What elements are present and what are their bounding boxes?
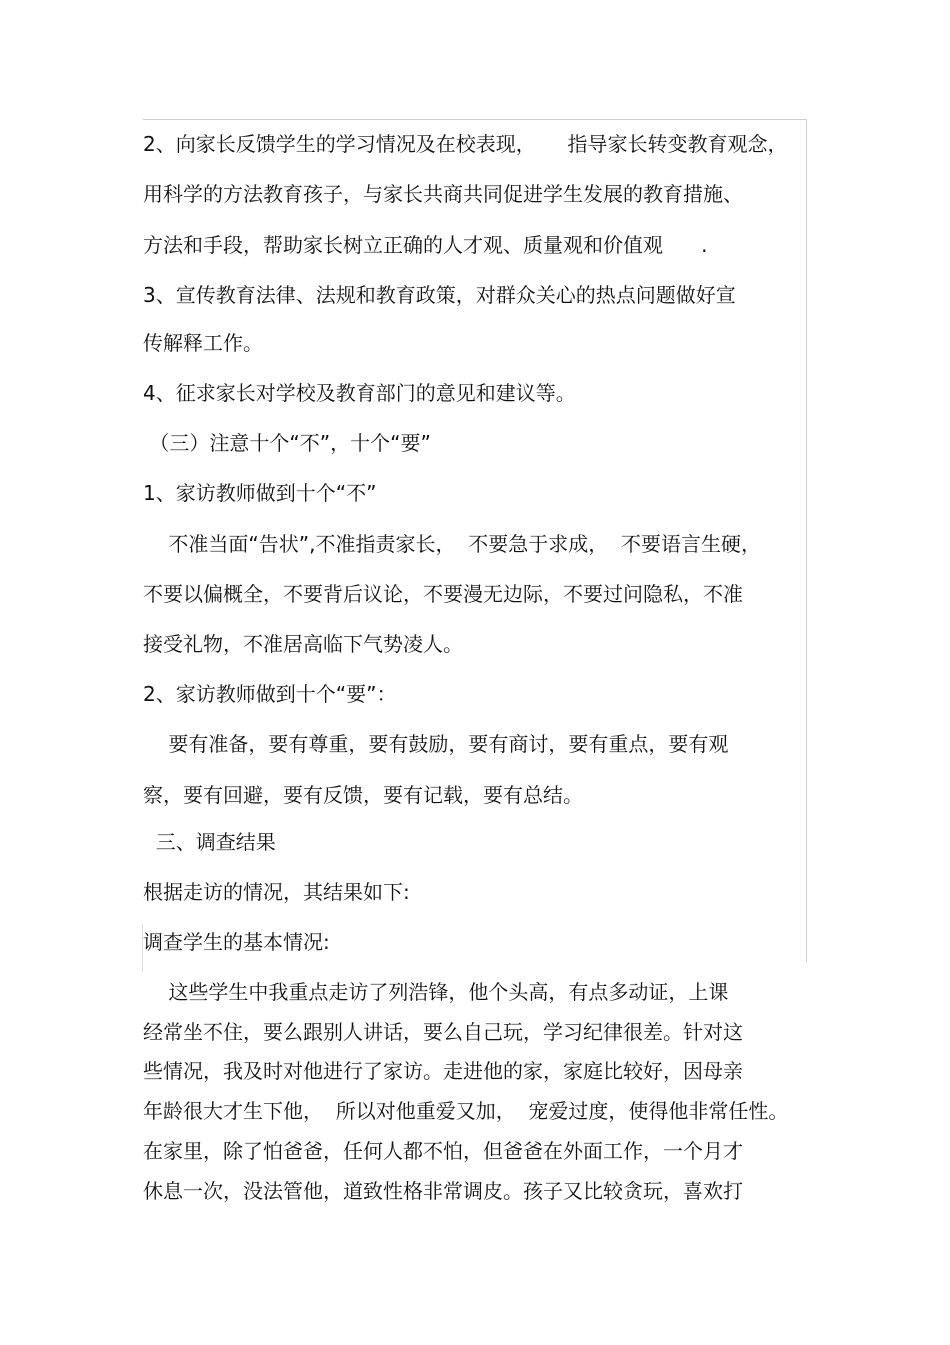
text-line: 这些学生中我重点走访了列浩锋，他个头高，有点多动证，上课 [143,980,729,1004]
text-line: 2、家访教师做到十个“要”： [143,682,397,706]
text-line: 方法和手段，帮助家长树立正确的人才观、质量观和价值观 . [143,233,708,257]
text-line: 年龄很大才生下他， 所以对他重爱又加， 宠爱过度，使得他非常任性。 [143,1099,789,1123]
text-line: 不要以偏概全，不要背后议论，不要漫无边际，不要过问隐私，不准 [143,582,743,606]
text-line: 些情况，我及时对他进行了家访。走进他的家，家庭比较好，因母亲 [143,1059,743,1083]
text-line: 2、向家长反馈学生的学习情况及在校表现， 指导家长转变教育观念， [143,132,788,156]
text-line: 不准当面“告状”,不准指责家长， 不要急于求成， 不要语言生硬， [143,532,761,556]
text-line: 根据走访的情况，其结果如下: [143,880,410,904]
text-line: 4、征求家长对学校及教育部门的意见和建议等。 [143,381,576,405]
text-line: 在家里，除了怕爸爸，任何人都不怕，但爸爸在外面工作，一个月才 [143,1139,743,1163]
page-frame-right [806,119,807,962]
text-line: 要有准备，要有尊重，要有鼓励，要有商讨，要有重点，要有观 [143,732,729,756]
text-line: 接受礼物，不准居高临下气势凌人。 [143,632,463,656]
section-heading: 三、调查结果 [143,830,276,854]
text-line: 经常坐不住，要么跟别人讲话，要么自己玩，学习纪律很差。针对这 [143,1020,743,1044]
page-frame-top [143,119,806,120]
text-line: 3、宣传教育法律、法规和教育政策，对群众关心的热点问题做好宣 [143,283,736,307]
text-line: 传解释工作。 [143,331,263,355]
text-line: 用科学的方法教育孩子，与家长共商共同促进学生发展的教育措施、 [143,182,743,206]
section-heading: （三）注意十个“不”，十个“要” [143,431,431,455]
text-line: 察，要有回避，要有反馈，要有记载，要有总结。 [143,783,583,807]
text-line: 1、家访教师做到十个“不” [143,481,377,505]
text-line: 调查学生的基本情况: [143,930,330,954]
text-line: 休息一次，没法管他，道致性格非常调皮。孩子又比较贪玩，喜欢打 [143,1179,743,1203]
